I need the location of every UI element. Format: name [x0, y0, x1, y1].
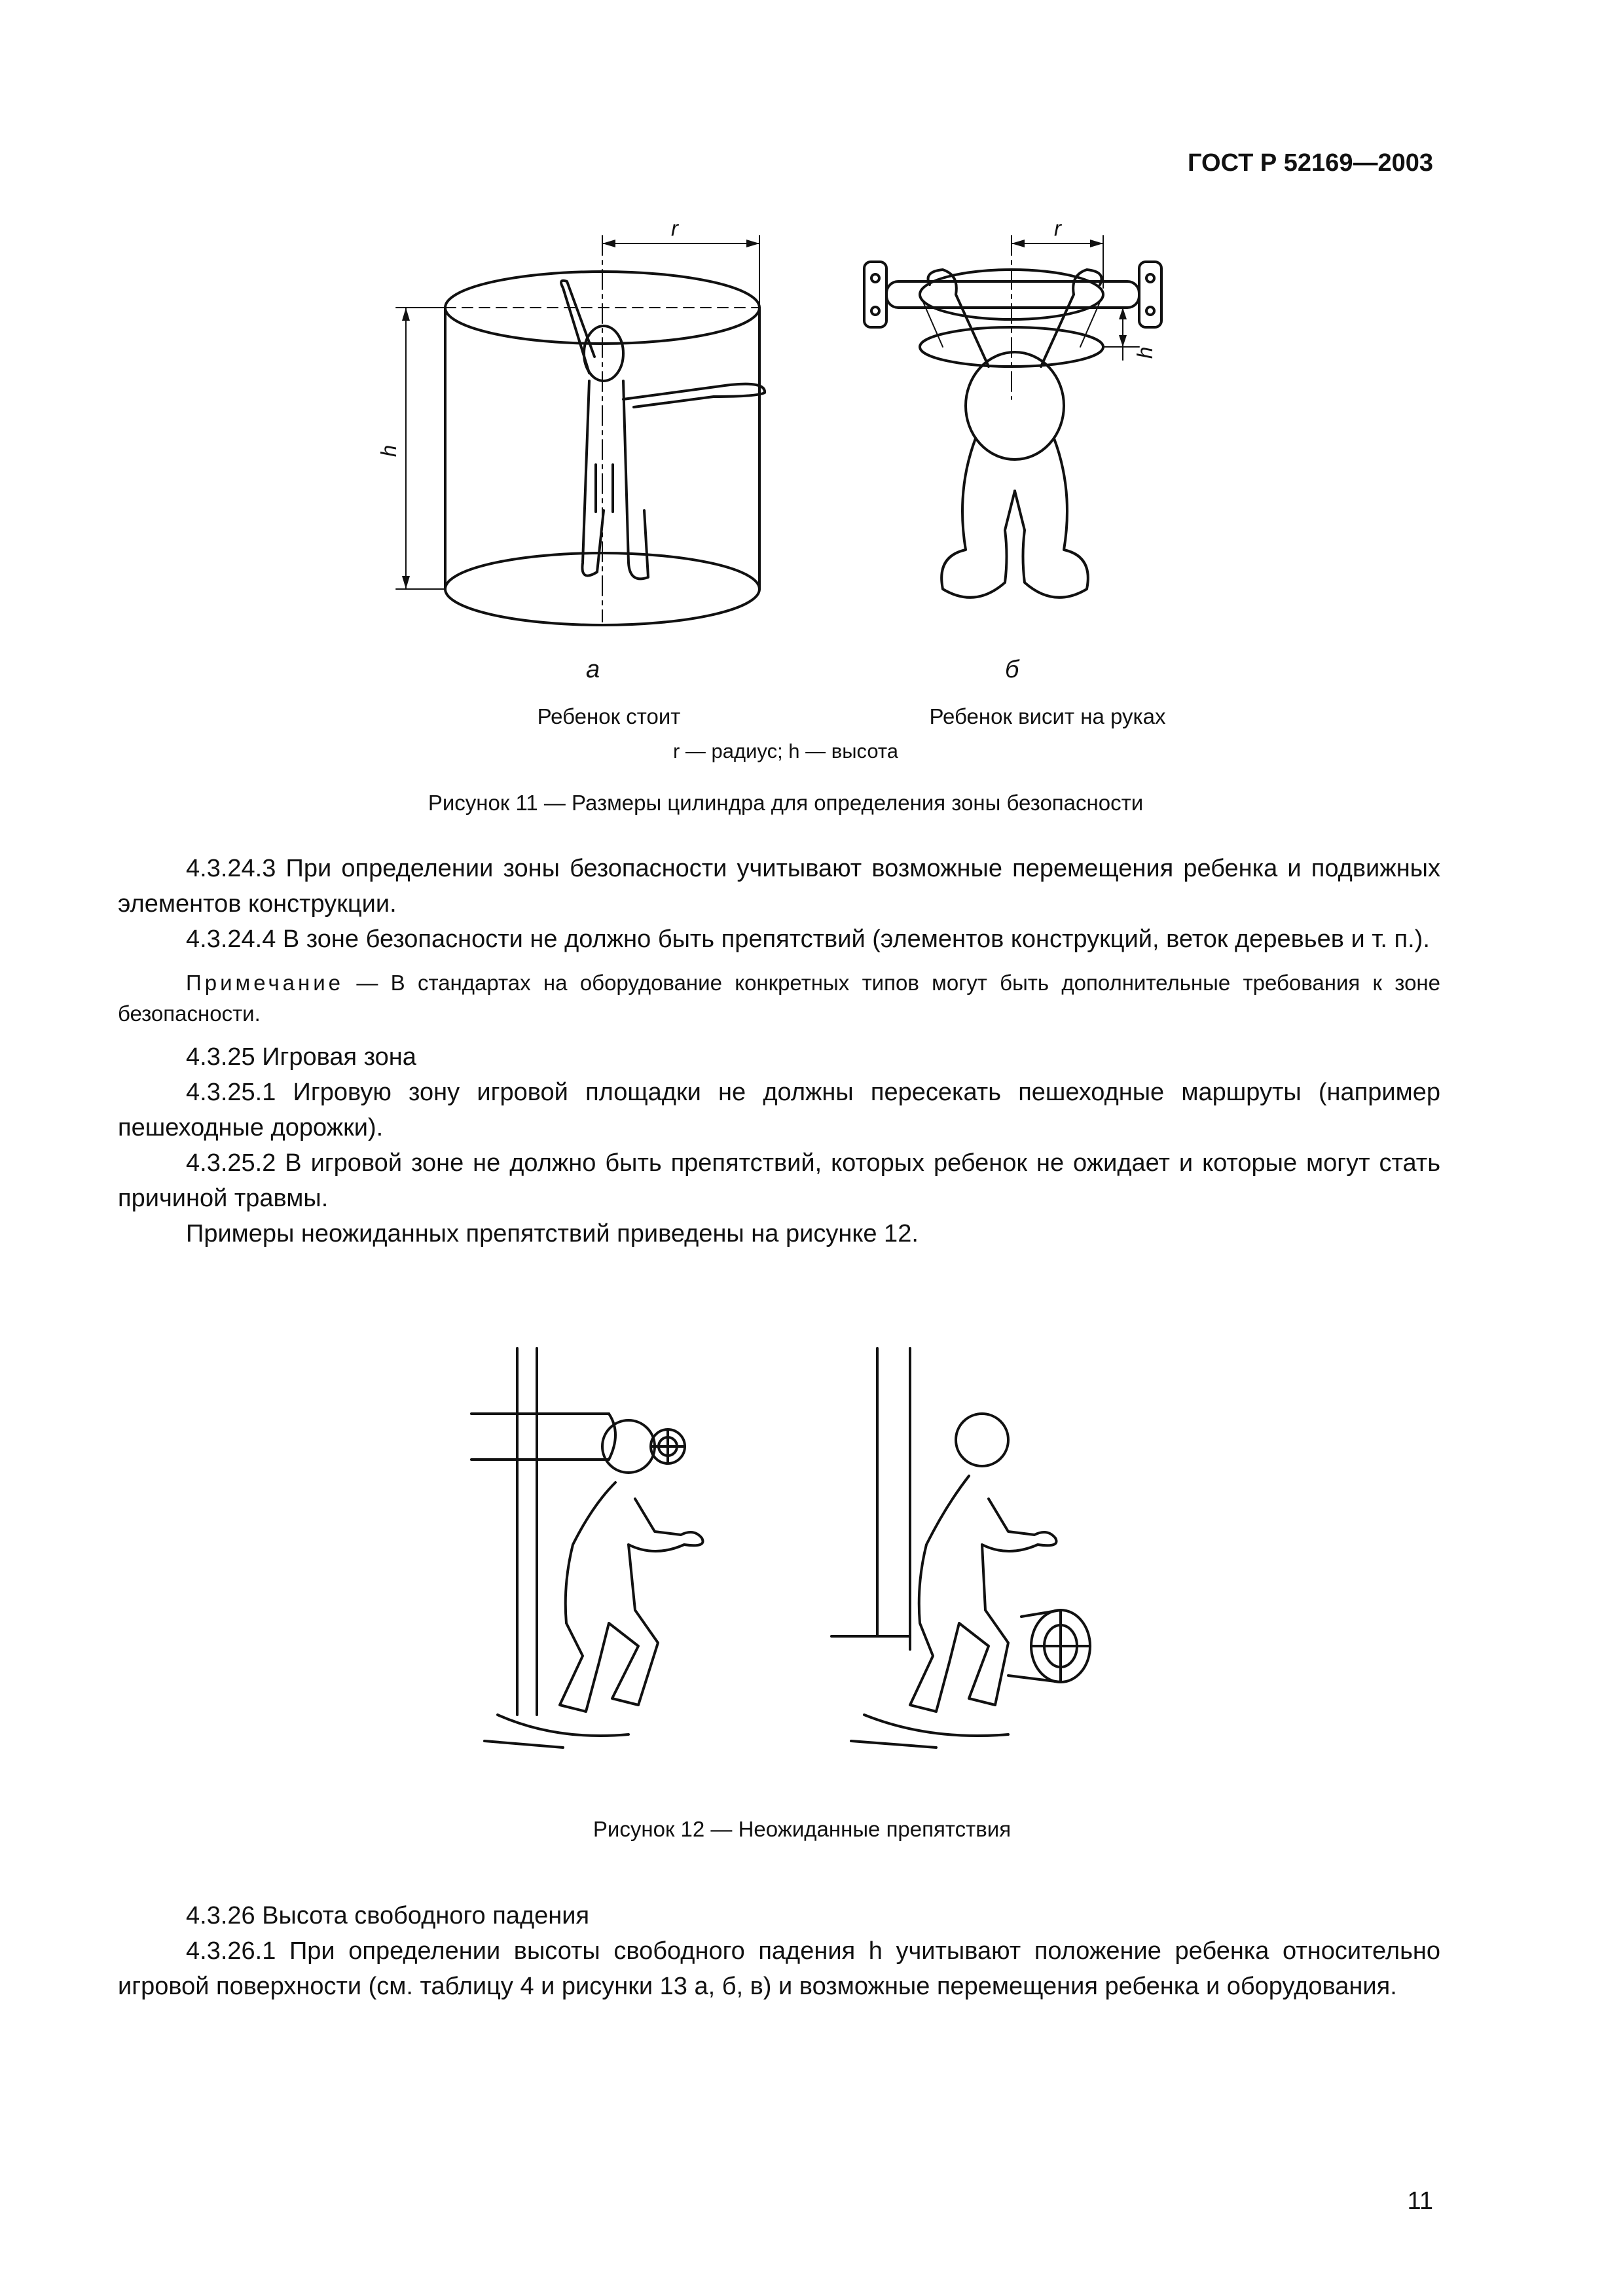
paragraph-4-3-24-4: 4.3.24.4 В зоне безопасности не должно быть препятствий (элементов конструкций, веток деревьев и т. п.).: [186, 925, 1430, 953]
dim-h-label-b: h: [1133, 346, 1158, 359]
paragraph-examples: Примеры неожиданных препятствий приведены на рисунке 12.: [186, 1220, 919, 1247]
figure-11-drawing: [367, 216, 1231, 687]
figure-11-title: Рисунок 11 — Размеры цилиндра для определения зоны безопасности: [428, 791, 1144, 815]
obstacle-log-scene: [831, 1348, 1090, 1748]
figure-11-label-a: а: [586, 656, 600, 683]
paragraph-4-3-25-1: 4.3.25.1 Игровую зону игровой площадки не должны пересекать пешеходные маршруты (например пешеходные дорожки).: [118, 1079, 1440, 1141]
dim-r-label-a: r: [671, 216, 678, 240]
figure-11-legend: r — радиус; h — высота: [672, 740, 899, 762]
body-text-section-1: [118, 851, 1440, 1251]
dim-r-label-b: r: [1054, 216, 1061, 240]
paragraph-4-3-25-2: 4.3.25.2 В игровой зоне не должно быть препятствий, которых ребенок не ожидает и которые могут стать причиной травмы.: [118, 1149, 1440, 1212]
paragraph-4-3-26-1: 4.3.26.1 При определении высоты свободного падения h учитывают положение ребенка относительно игровой поверхности (см. таблицу 4 и рисунки 13 а, б, в) и возможные перемещения ребенка и оборудования.: [118, 1937, 1440, 2000]
obstacle-beam-scene: [471, 1348, 702, 1748]
figure-11-label-b: б: [1005, 656, 1019, 683]
standing-child-figure: [561, 281, 765, 579]
heading-4-3-26: 4.3.26 Высота свободного падения: [186, 1902, 590, 1929]
dim-h-label-a: h: [376, 444, 401, 457]
page-number: 11: [1407, 2187, 1433, 2215]
figure-11-caption-b: Ребенок висит на руках: [929, 704, 1166, 728]
note-label: Примечание: [186, 971, 344, 995]
cylinder-hanging: [920, 236, 1103, 399]
figure-11-caption-a: Ребенок стоит: [537, 704, 681, 728]
note-text: — В стандартах на оборудование конкретных типов могут быть дополнительные требования к зоне безопасности.: [118, 971, 1440, 1026]
heading-4-3-25: 4.3.25 Игровая зона: [186, 1043, 416, 1071]
note-paragraph: [118, 967, 1440, 1029]
document-code-header: ГОСТ Р 52169—2003: [1188, 149, 1433, 177]
cylinder-standing: [445, 236, 759, 625]
body-text-section-2: [118, 1898, 1440, 2004]
paragraph-4-3-24-3: 4.3.24.3 При определении зоны безопасности учитывают возможные перемещения ребенка и подвижных элементов конструкции.: [118, 855, 1440, 918]
figure-12-drawing: [458, 1348, 1146, 1767]
hanging-bar: [864, 262, 1161, 327]
figure-12-title: Рисунок 12 — Неожиданные препятствия: [593, 1817, 1012, 1841]
